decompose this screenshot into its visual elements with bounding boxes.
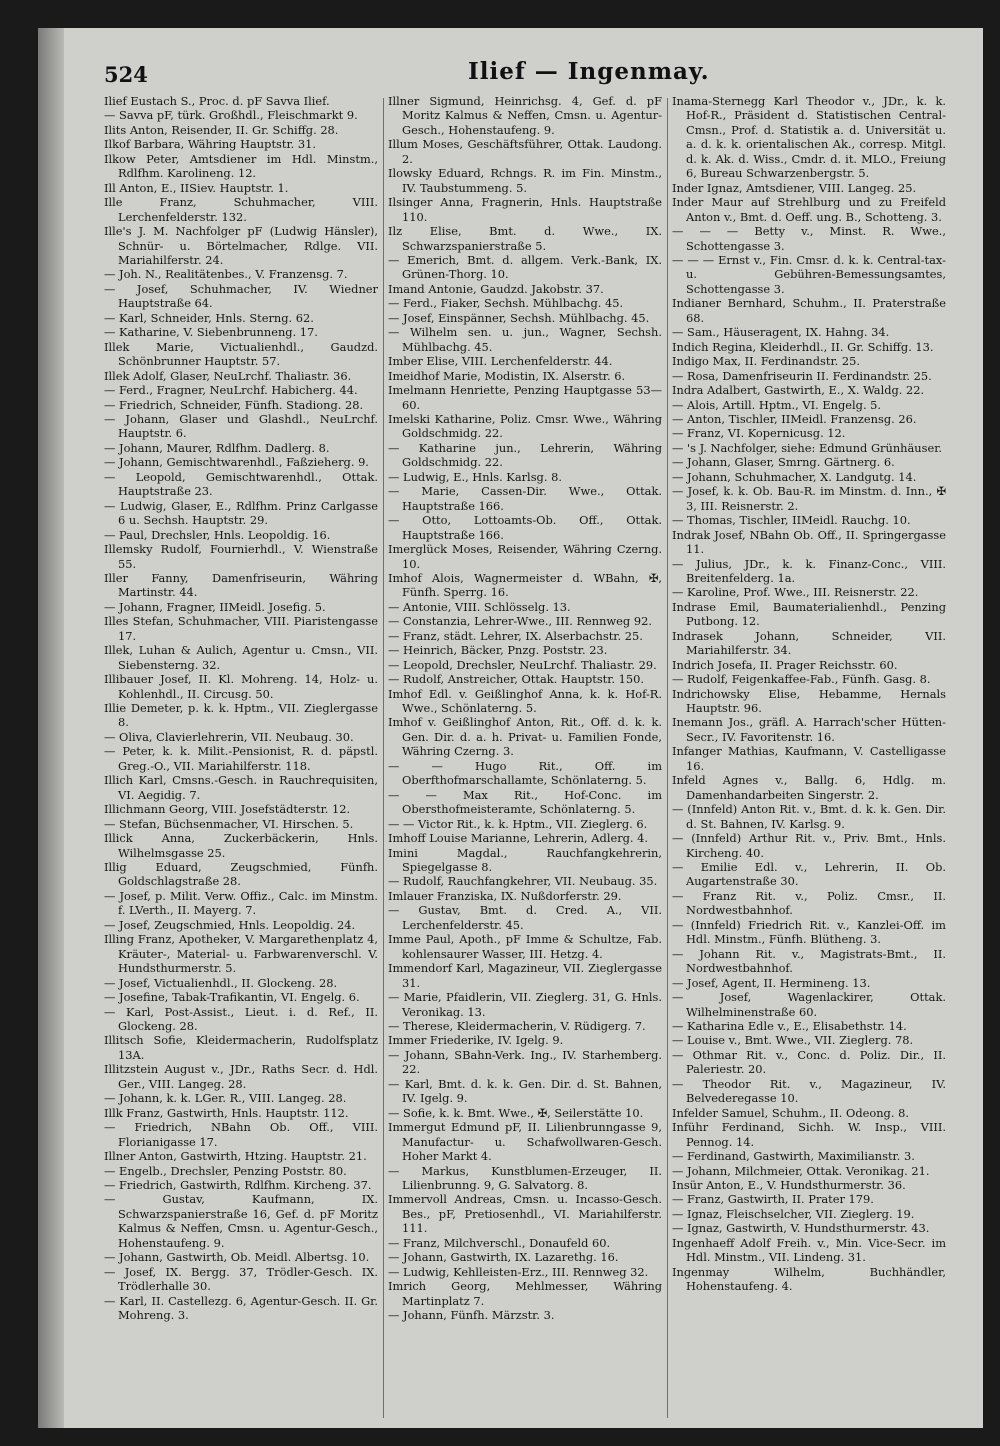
- directory-entry: — Friedrich, Gastwirth, Rdlfhm. Kircheng. 37.: [104, 1177, 372, 1192]
- directory-entry: Ilkof Barbara, Währing Hauptstr. 31.: [104, 137, 316, 152]
- directory-entry: — — Max Rit., Hof-Conc. im Obersthofmeisteramte, Schönlaterng. 5.: [388, 787, 662, 817]
- directory-entry: — Ludwig, Glaser, E., Rdlfhm. Prinz Carlgasse 6 u. Sechsh. Hauptstr. 29.: [104, 498, 378, 528]
- directory-entry: Imand Antonie, Gaudzd. Jakobstr. 37.: [388, 281, 604, 296]
- directory-entry: — Ferd., Fiaker, Sechsh. Mühlbachg. 45.: [388, 296, 624, 311]
- directory-entry: Illig Eduard, Zeugschmied, Fünfh. Goldschlagstraße 28.: [104, 860, 378, 889]
- directory-entry: — Johann, Gemischtwarenhdl., Faßzieherg. 9.: [104, 455, 369, 470]
- directory-entry: Illick Anna, Zuckerbäckerin, Hnls. Wilhelmsgasse 25.: [104, 831, 378, 860]
- directory-entry: — Sofie, k. k. Bmt. Wwe., ✠, Seilerstätte 10.: [388, 1105, 644, 1120]
- directory-entry: — — — Betty v., Minst. R. Wwe., Schottengasse 3.: [672, 224, 946, 253]
- directory-entry: — Johann, Maurer, Rdlfhm. Dadlerg. 8.: [104, 440, 330, 455]
- directory-entry: Indigo Max, II. Ferdinandstr. 25.: [672, 354, 861, 369]
- directory-entry: — (Innfeld) Anton Rit. v., Bmt. d. k. k. Gen. Dir. d. St. Bahnen, IV. Karlsg. 9.: [672, 802, 946, 831]
- directory-entry: Immergut Edmund pF, II. Lilienbrunngasse 9, Manufactur- u. Schafwollwaren-Gesch. Hoher Markt 4.: [388, 1120, 662, 1164]
- directory-entry: — Franz Rit. v., Poliz. Cmsr., II. Nordwestbahnhof.: [672, 888, 946, 918]
- directory-entry: — Katharine, V. Siebenbrunneng. 17.: [104, 325, 318, 340]
- directory-entry: Inder Ignaz, Amtsdiener, VIII. Langeg. 25.: [672, 180, 917, 195]
- directory-entry: Immer Friederike, IV. Igelg. 9.: [388, 1033, 564, 1048]
- directory-entry: — Markus, Kunstblumen-Erzeuger, II. Lilienbrunng. 9, G. Salvatorg. 8.: [388, 1163, 662, 1192]
- directory-entry: Illing Franz, Apotheker, V. Margarethenplatz 4, Kräuter-, Material- u. Farbwarenverschl. V. Hundsthurmerstr. 5.: [104, 932, 378, 976]
- directory-entry: Illner Anton, Gastwirth, Htzing. Hauptstr. 21.: [104, 1149, 367, 1164]
- directory-entry: — Karoline, Prof. Wwe., III. Reisnerstr. 22.: [672, 585, 919, 600]
- directory-entry: — 's J. Nachfolger, siehe: Edmund Grünhäuser.: [672, 440, 943, 455]
- directory-entry: Infelder Samuel, Schuhm., II. Odeong. 8.: [672, 1105, 909, 1120]
- directory-entry: Ille Franz, Schuhmacher, VIII. Lerchenfelderstr. 132.: [104, 195, 378, 224]
- directory-entry: — Thomas, Tischler, IIMeidl. Rauchg. 10.: [672, 513, 911, 528]
- directory-entry: — Josef, Zeugschmied, Hnls. Leopoldig. 24.: [104, 917, 356, 932]
- column-rule: [383, 98, 384, 1418]
- directory-entry: Imhof Edl. v. Geißlinghof Anna, k. k. Hof-R. Wwe., Schönlaterng. 5.: [388, 686, 662, 716]
- directory-entry: Indrak Josef, NBahn Ob. Off., II. Springergasse 11.: [672, 527, 946, 557]
- directory-entry: — Josef, k. k. Ob. Bau-R. im Minstm. d. Inn., ✠ 3, III. Reisnerstr. 2.: [672, 484, 946, 513]
- page-gutter: [38, 28, 64, 1428]
- column-3: [672, 94, 946, 1414]
- directory-entry: Illk Franz, Gastwirth, Hnls. Hauptstr. 112.: [104, 1105, 349, 1120]
- directory-entry: — — Hugo Rit., Off. im Oberfthofmarschallamte, Schönlaterng. 5.: [388, 758, 662, 788]
- directory-entry: — Karl, II. Castellezg. 6, Agentur-Gesch. II. Gr. Mohreng. 3.: [104, 1293, 378, 1323]
- directory-entry: — Ignaz, Gastwirth, V. Hundsthurmerstr. 43.: [672, 1221, 930, 1236]
- directory-entry: — Othmar Rit. v., Conc. d. Poliz. Dir., II. Paleriestr. 20.: [672, 1047, 946, 1077]
- directory-entry: — Marie, Cassen-Dir. Wwe., Ottak. Hauptstraße 166.: [388, 484, 662, 513]
- directory-entry: Inemann Jos., gräfl. A. Harrach'scher Hütten-Secr., IV. Favoritenstr. 16.: [672, 715, 946, 744]
- directory-entry: Ilief Eustach S., Proc. d. pF Savva Ilief.: [104, 94, 330, 108]
- column-2: [388, 94, 662, 1414]
- directory-entry: — Friedrich, NBahn Ob. Off., VIII. Florianigasse 17.: [104, 1120, 378, 1149]
- directory-entry: — Josef, Schuhmacher, IV. Wiedner Hauptstraße 64.: [104, 281, 378, 311]
- directory-entry: Immendorf Karl, Magazineur, VII. Zieglergasse 31.: [388, 961, 662, 990]
- directory-entry: — Joh. N., Realitätenbes., V. Franzensg. 7.: [104, 267, 348, 282]
- directory-entry: — Josef, p. Milit. Verw. Offiz., Calc. im Minstm. f. LVerth., II. Mayerg. 7.: [104, 888, 378, 918]
- directory-entry: Illum Moses, Geschäftsführer, Ottak. Laudong. 2.: [388, 137, 662, 166]
- directory-entry: Infeld Agnes v., Ballg. 6, Hdlg. m. Damenhandarbeiten Singerstr. 2.: [672, 773, 946, 802]
- directory-entry: — Paul, Drechsler, Hnls. Leopoldig. 16.: [104, 527, 331, 542]
- column-1: [104, 94, 378, 1414]
- directory-entry: Inder Maur auf Strehlburg und zu Freifeld Anton v., Bmt. d. Oeff. ung. B., Schotteng. 3.: [672, 195, 946, 224]
- directory-entry: — Johann, Milchmeier, Ottak. Veronikag. 21.: [672, 1163, 930, 1178]
- directory-entry: — Karl, Schneider, Hnls. Sterng. 62.: [104, 310, 314, 325]
- directory-entry: — Ferdinand, Gastwirth, Maximilianstr. 3.: [672, 1149, 915, 1164]
- directory-entry: Illner Sigmund, Heinrichsg. 4, Gef. d. pF Moritz Kalmus & Neffen, Cmsn. u. Agentur-Gesch., Hohenstaufeng. 9.: [388, 94, 662, 137]
- directory-entry: — Therese, Kleidermacherin, V. Rüdigerg. 7.: [388, 1019, 646, 1033]
- directory-entry: — Josef, Einspänner, Sechsh. Mühlbachg. 45.: [388, 310, 650, 325]
- directory-entry: — Josef, Victualienhdl., II. Glockeng. 28.: [104, 975, 338, 990]
- directory-entry: — Johann, Schuhmacher, X. Landgutg. 14.: [672, 469, 917, 484]
- directory-entry: Imhof Alois, Wagnermeister d. WBahn, ✠, Fünfh. Sperrg. 16.: [388, 570, 662, 600]
- directory-entry: — Savva pF, türk. Großhdl., Fleischmarkt 9.: [104, 108, 358, 123]
- directory-entry: Ill Anton, E., IISiev. Hauptstr. 1.: [104, 180, 289, 195]
- directory-entry: — Theodor Rit. v., Magazineur, IV. Belvederegasse 10.: [672, 1076, 946, 1106]
- directory-entry: Ilits Anton, Reisender, II. Gr. Schiffg. 28.: [104, 122, 339, 137]
- directory-entry: Ingenmay Wilhelm, Buchhändler, Hohenstaufeng. 4.: [672, 1264, 946, 1294]
- directory-entry: — Johann, Glaser und Glashdl., NeuLrchf. Hauptstr. 6.: [104, 411, 378, 441]
- directory-entry: Imme Paul, Apoth., pF Imme & Schultze, Fab. kohlensaurer Wasser, III. Hetzg. 4.: [388, 932, 662, 961]
- directory-entry: Illemsky Rudolf, Fournierhdl., V. Wienstraße 55.: [104, 542, 378, 571]
- directory-page: [38, 28, 983, 1428]
- directory-entry: Imber Elise, VIII. Lerchenfelderstr. 44.: [388, 354, 613, 369]
- directory-entry: — Johann, Gastwirth, IX. Lazarethg. 16.: [388, 1250, 619, 1265]
- directory-entry: Indrase Emil, Baumaterialienhdl., Penzing Putbong. 12.: [672, 599, 946, 629]
- directory-entry: — Sam., Häuseragent, IX. Hahng. 34.: [672, 325, 890, 340]
- directory-entry: Illek Marie, Victualienhdl., Gaudzd. Schönbrunner Hauptstr. 57.: [104, 339, 378, 369]
- directory-entry: Imrich Georg, Mehlmesser, Währing Martinplatz 7.: [388, 1279, 662, 1308]
- directory-entry: — Ignaz, Fleischselcher, VII. Zieglerg. 19.: [672, 1206, 915, 1221]
- directory-entry: — Rosa, Damenfriseurin II. Ferdinandstr. 25.: [672, 368, 932, 383]
- directory-entry: Insür Anton, E., V. Hundsthurmerstr. 36.: [672, 1177, 906, 1192]
- directory-entry: — Leopold, Gemischtwarenhdl., Ottak. Hauptstraße 23.: [104, 469, 378, 499]
- directory-entry: — Franz, Milchverschl., Donaufeld 60.: [388, 1235, 611, 1250]
- directory-entry: — Gustav, Bmt. d. Cred. A., VII. Lerchenfelderstr. 45.: [388, 903, 662, 932]
- directory-entry: — (Innfeld) Arthur Rit. v., Priv. Bmt., Hnls. Kircheng. 40.: [672, 831, 946, 860]
- directory-entry: Imelski Katharine, Poliz. Cmsr. Wwe., Währing Goldschmidg. 22.: [388, 411, 662, 441]
- directory-entry: — Oliva, Clavierlehrerin, VII. Neubaug. 30.: [104, 729, 354, 744]
- directory-entry: — Engelb., Drechsler, Penzing Poststr. 80.: [104, 1163, 347, 1178]
- directory-entry: — Johann, Gastwirth, Ob. Meidl. Albertsg. 10.: [104, 1250, 370, 1265]
- running-head: Ilief — Ingenmay.: [468, 58, 710, 85]
- directory-entry: Illitzstein August v., JDr., Raths Secr. d. Hdl. Ger., VIII. Langeg. 28.: [104, 1062, 378, 1091]
- directory-entry: — Franz, Gastwirth, II. Prater 179.: [672, 1192, 874, 1207]
- directory-entry: Imeidhof Marie, Modistin, IX. Alserstr. 6.: [388, 368, 626, 383]
- directory-entry: — Alois, Artill. Hptm., VI. Engelg. 5.: [672, 397, 882, 412]
- directory-entry: Indra Adalbert, Gastwirth, E., X. Waldg. 22.: [672, 383, 925, 398]
- directory-entry: Ilsinger Anna, Fragnerin, Hnls. Hauptstraße 110.: [388, 195, 662, 224]
- directory-entry: — Johann Rit. v., Magistrats-Bmt., II. Nordwestbahnhof.: [672, 946, 946, 976]
- directory-entry: Illibauer Josef, II. Kl. Mohreng. 14, Holz- u. Kohlenhdl., II. Circusg. 50.: [104, 672, 378, 701]
- page-number: 524: [104, 62, 148, 87]
- directory-entry: — Rudolf, Anstreicher, Ottak. Hauptstr. 150.: [388, 672, 645, 687]
- directory-entry: — Josef, Agent, II. Hermineng. 13.: [672, 975, 871, 990]
- directory-entry: — — Victor Rit., k. k. Hptm., VII. Zieglerg. 6.: [388, 816, 648, 831]
- directory-entry: — — — Ernst v., Fin. Cmsr. d. k. k. Central-tax- u. Gebühren-Bemessungsamtes, Schottengasse 3.: [672, 252, 946, 296]
- directory-entry: — Julius, JDr., k. k. Finanz-Conc., VIII. Breitenfelderg. 1a.: [672, 556, 946, 585]
- directory-entry: Illes Stefan, Schuhmacher, VIII. Piaristengasse 17.: [104, 614, 378, 643]
- directory-entry: — Katharine jun., Lehrerin, Währing Goldschmidg. 22.: [388, 440, 662, 470]
- directory-entry: — Rudolf, Feigenkaffee-Fab., Fünfh. Gasg. 8.: [672, 672, 931, 687]
- directory-entry: Ingenhaeff Adolf Freih. v., Min. Vice-Secr. im Hdl. Minstm., VII. Lindeng. 31.: [672, 1235, 946, 1265]
- directory-entry: — Josef, Wagenlackirer, Ottak. Wilhelminenstraße 60.: [672, 990, 946, 1019]
- directory-entry: — Josefine, Tabak-Trafikantin, VI. Engelg. 6.: [104, 990, 360, 1005]
- directory-entry: — Rudolf, Rauchfangkehrer, VII. Neubaug. 35.: [388, 874, 658, 889]
- directory-entry: — Ludwig, Kehlleisten-Erz., III. Rennweg 32.: [388, 1264, 649, 1279]
- directory-entry: Illich Karl, Cmsns.-Gesch. in Rauchrequisiten, VI. Aegidig. 7.: [104, 773, 378, 802]
- directory-entry: Illichmann Georg, VIII. Josefstädterstr. 12.: [104, 802, 351, 817]
- directory-entry: Indrichowsky Elise, Hebamme, Hernals Hauptstr. 96.: [672, 686, 946, 716]
- directory-entry: Illitsch Sofie, Kleidermacherin, Rudolfsplatz 13A.: [104, 1033, 378, 1062]
- directory-entry: Ilz Elise, Bmt. d. Wwe., IX. Schwarzspanierstraße 5.: [388, 224, 662, 253]
- directory-entry: Illie Demeter, p. k. k. Hptm., VII. Zieglergasse 8.: [104, 701, 378, 730]
- directory-entry: — Emilie Edl. v., Lehrerin, II. Ob. Augartenstraße 30.: [672, 860, 946, 889]
- directory-entry: — Franz, städt. Lehrer, IX. Alserbachstr. 25.: [388, 628, 643, 643]
- directory-entry: — Ludwig, E., Hnls. Karlsg. 8.: [388, 469, 562, 484]
- directory-entry: — Gustav, Kaufmann, IX. Schwarzspanierstraße 16, Gef. d. pF Moritz Kalmus & Neffen, Cmsn. u. Agentur-Gesch., Hohenstaufeng. 9.: [104, 1192, 378, 1250]
- directory-entry: — Constanzia, Lehrer-Wwe., III. Rennweg 92.: [388, 614, 652, 629]
- column-rule: [667, 98, 668, 1418]
- directory-entry: Ille's J. M. Nachfolger pF (Ludwig Hänsler), Schnür- u. Börtelmacher, Rdlge. VII. Mariahilferstr. 24.: [104, 224, 378, 267]
- directory-entry: Imhof v. Geißlinghof Anton, Rit., Off. d. k. k. Gen. Dir. d. a. h. Privat- u. Familien Fonde, Währing Czerng. 3.: [388, 715, 662, 759]
- directory-entry: — Wilhelm sen. u. jun., Wagner, Sechsh. Mühlbachg. 45.: [388, 325, 662, 354]
- directory-entry: — Emerich, Bmt. d. allgem. Verk.-Bank, IX. Grünen-Thorg. 10.: [388, 252, 662, 282]
- directory-entry: Indich Regina, Kleiderhdl., II. Gr. Schiffg. 13.: [672, 339, 934, 354]
- directory-entry: Imlauer Franziska, IX. Nußdorferstr. 29.: [388, 888, 622, 903]
- directory-entry: — Marie, Pfaidlerin, VII. Zieglerg. 31, G. Hnls. Veronikag. 13.: [388, 990, 662, 1019]
- directory-entry: Imhoff Louise Marianne, Lehrerin, Adlerg. 4.: [388, 831, 649, 846]
- directory-entry: Imerglück Moses, Reisender, Währing Czerng. 10.: [388, 542, 662, 571]
- directory-entry: Imini Magdal., Rauchfangkehrerin, Spiegelgasse 8.: [388, 845, 662, 875]
- directory-entry: Imelmann Henriette, Penzing Hauptgasse 53—60.: [388, 383, 662, 412]
- directory-entry: Illek, Luhan & Aulich, Agentur u. Cmsn., VII. Siebensterng. 32.: [104, 643, 378, 672]
- directory-entry: Inführ Ferdinand, Sichh. W. Insp., VIII. Pennog. 14.: [672, 1120, 946, 1149]
- directory-entry: — Johann, SBahn-Verk. Ing., IV. Starhemberg. 22.: [388, 1047, 662, 1077]
- directory-entry: — Johann, Fünfh. Märzstr. 3.: [388, 1308, 555, 1323]
- directory-entry: Ilowsky Eduard, Rchngs. R. im Fin. Minstm., IV. Taubstummeng. 5.: [388, 166, 662, 195]
- directory-entry: Iller Fanny, Damenfriseurin, Währing Martinstr. 44.: [104, 570, 378, 600]
- directory-entry: — Leopold, Drechsler, NeuLrchf. Thaliastr. 29.: [388, 657, 657, 672]
- directory-entry: — Johann, Glaser, Smrng. Gärtnerg. 6.: [672, 455, 895, 470]
- directory-entry: — Karl, Post-Assist., Lieut. i. d. Ref., II. Glockeng. 28.: [104, 1004, 378, 1033]
- directory-entry: — Antonie, VIII. Schlösselg. 13.: [388, 599, 571, 614]
- directory-entry: — Karl, Bmt. d. k. k. Gen. Dir. d. St. Bahnen, IV. Igelg. 9.: [388, 1076, 662, 1106]
- directory-entry: — Louise v., Bmt. Wwe., VII. Zieglerg. 78.: [672, 1033, 914, 1048]
- directory-entry: — Johann, Fragner, IIMeidl. Josefig. 5.: [104, 599, 326, 614]
- directory-entry: — Otto, Lottoamts-Ob. Off., Ottak. Hauptstraße 166.: [388, 513, 662, 542]
- directory-entry: Indrich Josefa, II. Prager Reichsstr. 60.: [672, 657, 898, 672]
- directory-entry: Inama-Sternegg Karl Theodor v., JDr., k. k. Hof-R., Präsident d. Statistischen Central-Cmsn., Prof. d. Statistik a. d. Universität u. a. d. k. k. orientalischen Ak., corresp. Mitgl. d. k. Ak. d. Wiss., Cmdr. d. it. MLO., Freiung 6, Bureau Schwarzenbergstr. 5.: [672, 94, 946, 181]
- directory-entry: — Friedrich, Schneider, Fünfh. Stadiong. 28.: [104, 397, 364, 412]
- directory-entry: Indianer Bernhard, Schuhm., II. Praterstraße 68.: [672, 296, 946, 325]
- directory-entry: Immervoll Andreas, Cmsn. u. Incasso-Gesch. Bes., pF, Pretiosenhdl., VI. Mariahilferstr. 111.: [388, 1192, 662, 1236]
- directory-entry: Infanger Mathias, Kaufmann, V. Castelligasse 16.: [672, 744, 946, 773]
- directory-entry: Illek Adolf, Glaser, NeuLrchf. Thaliastr. 36.: [104, 368, 352, 383]
- directory-entry: — Katharina Edle v., E., Elisabethstr. 14.: [672, 1019, 907, 1033]
- directory-entry: — Heinrich, Bäcker, Pnzg. Poststr. 23.: [388, 643, 608, 658]
- directory-entry: — Josef, IX. Bergg. 37, Trödler-Gesch. IX. Trödlerhalle 30.: [104, 1264, 378, 1294]
- directory-entry: — Anton, Tischler, IIMeidl. Franzensg. 26.: [672, 411, 917, 426]
- directory-entry: — Ferd., Fragner, NeuLrchf. Habicherg. 44.: [104, 383, 358, 398]
- directory-entry: — Franz, VI. Kopernicusg. 12.: [672, 426, 846, 441]
- directory-entry: Ilkow Peter, Amtsdiener im Hdl. Minstm., Rdlfhm. Karolineng. 12.: [104, 151, 378, 181]
- directory-entry: — Stefan, Büchsenmacher, VI. Hirschen. 5.: [104, 816, 354, 831]
- directory-entry: — (Innfeld) Friedrich Rit. v., Kanzlei-Off. im Hdl. Minstm., Fünfh. Blütheng. 3.: [672, 917, 946, 947]
- directory-entry: Indrasek Johann, Schneider, VII. Mariahilferstr. 34.: [672, 628, 946, 658]
- directory-entry: — Peter, k. k. Milit.-Pensionist, R. d. päpstl. Greg.-O., VII. Mariahilferstr. 118.: [104, 744, 378, 773]
- directory-entry: — Johann, k. k. LGer. R., VIII. Langeg. 28.: [104, 1091, 347, 1106]
